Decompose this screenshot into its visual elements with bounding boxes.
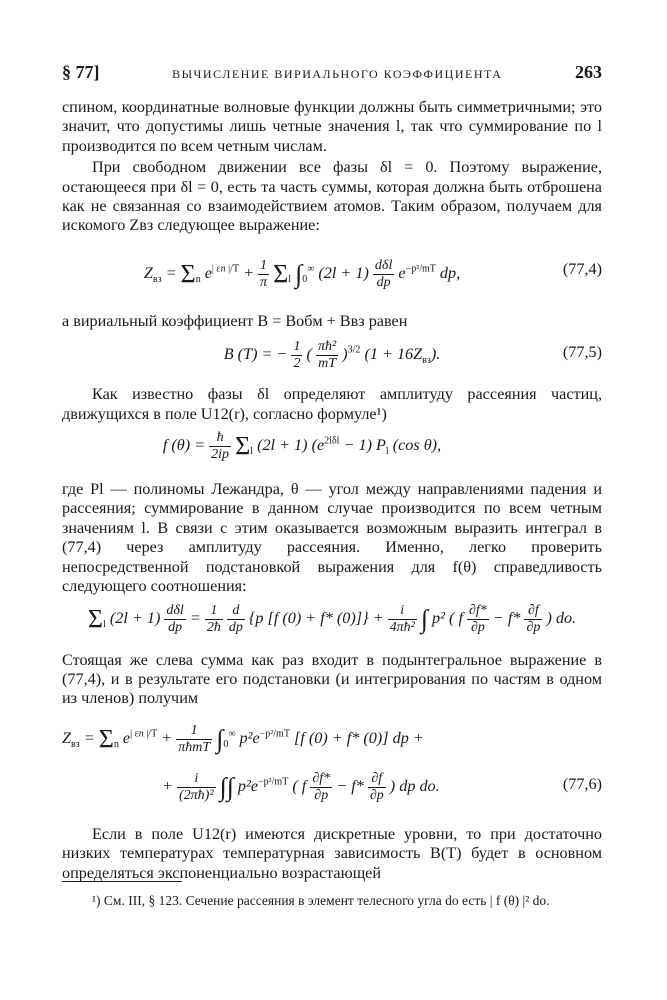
equation-number-77-4: (77,4) (562, 259, 602, 278)
paragraph-6: Стоящая же слева сумма как раз входит в подынтегральное выражение в (77,4), и в результате его подстановки (и интегрирования по частям в одном из членов) получим (62, 650, 602, 708)
equation-77-6: $Z_{вз} = \Sigma_n$ $e^{| \varepsilon n |/T}$ + $\frac{1}{\text{πħmT}}$ $\int_0^\infty$ $p^2e^{-p^2/mT}$ [f (0) + f* (0)] dp + + $\frac{i}{\text{(2πħ)²}}$ ∫∫ $p^2e^{-p^2/mT}$ ( f $\frac{\partial f*}{\partial p}$ − f* $\frac{\partial f}{\partial p}$ ) dp do. (77,6) (62, 722, 602, 803)
equation-77-4: $Z_{вз} = \Sigma_n$ $e^{| \varepsilon n |/T}$ + $\frac{1}{\pi}$ $\Sigma_l$ $\int_0^\infty$ (2l + 1) $\frac{\text{dδl}}{dp}$ $e^{-p^2/mT}$ dp, (77,4) (143, 257, 602, 290)
section-number: § 77] (62, 62, 100, 82)
page-body (62, 62, 602, 883)
running-header (62, 62, 602, 90)
footnote (62, 882, 602, 909)
paragraph-7: Если в поле U12(r) имеются дискретные уровни, то при достаточно низких температурах температурная зависимость B(T) будет в основном определяться экспоненциально возрастающей (62, 824, 602, 882)
paragraph-4: Как известно фазы δl определяют амплитуду рассеяния частиц, движущихся в поле U12(r), согласно формуле¹) (62, 385, 602, 423)
equation-77-5: B (T) = − $\frac{1}{2}$ ( $\frac{\text{πħ²}}{mT}$ )$^{3/2}$ $(1 + 16Z_{вз})$. (77,5) (223, 339, 602, 372)
footnote-text: ¹) См. III, § 123. Сечение рассеяния в элемент телесного угла do есть | f (θ) |² do. (92, 893, 550, 908)
running-title: ВЫЧИСЛЕНИЕ ВИРИАЛЬНОГО КОЭФФИЦИЕНТА (172, 67, 503, 81)
page-number: 263 (574, 62, 602, 82)
paragraph-5: где Pl — полиномы Лежандра, θ — угол между направлениями падения и рассеяния; суммирование в данном случае производится по всем четным значениям l. В связи с этим оказывается возможным выразить интеграл в (77,4) через амплитуду рассеяния. Именно, легко проверить непосредственной подстановкой выражения для f(θ) справедливость следующего соотношения: (62, 480, 602, 596)
equation-number-77-5: (77,5) (562, 343, 602, 362)
paragraph-2: При свободном движении все фазы δl = 0. Поэтому выражение, остающееся при δl = 0, есть та часть суммы, которая должна быть отброшена как не связанная со взаимодействием атомов. Таким образом, получаем для искомого Zвз следующее выражение: (62, 158, 602, 235)
equation-number-77-6: (77,6) (562, 774, 602, 793)
paragraph-1: спином, координатные волновые функции должны быть симметричными; это значит, что допустимы лишь четные значения l, так что суммирование по l производится по всем четным числам. (62, 98, 602, 155)
equation-scattering-amplitude: f (θ) = $\frac{ħ}{2ip}$ $\Sigma_l$ (2l + 1) $(e^{2i\delta l} - 1)$ $P_l$ (cos θ), (162, 430, 442, 463)
paragraph-3: а вириальный коэффициент B = Bобм + Bвз равен (62, 311, 408, 330)
footnote-rule (62, 881, 182, 882)
equation-relation: $\Sigma_l$ (2l + 1) $\frac{\text{dδl}}{dp}$ = $\frac{1}{2ħ}$ $\frac{d}{dp}$ {p [f (0) + f* (0)]} + $\frac{i}{\text{4πħ²}}$ ∫ p² ( f $\frac{\partial f*}{\partial p}$ − f* $\frac{\partial f}{\partial p}$ ) do. (87, 602, 577, 635)
